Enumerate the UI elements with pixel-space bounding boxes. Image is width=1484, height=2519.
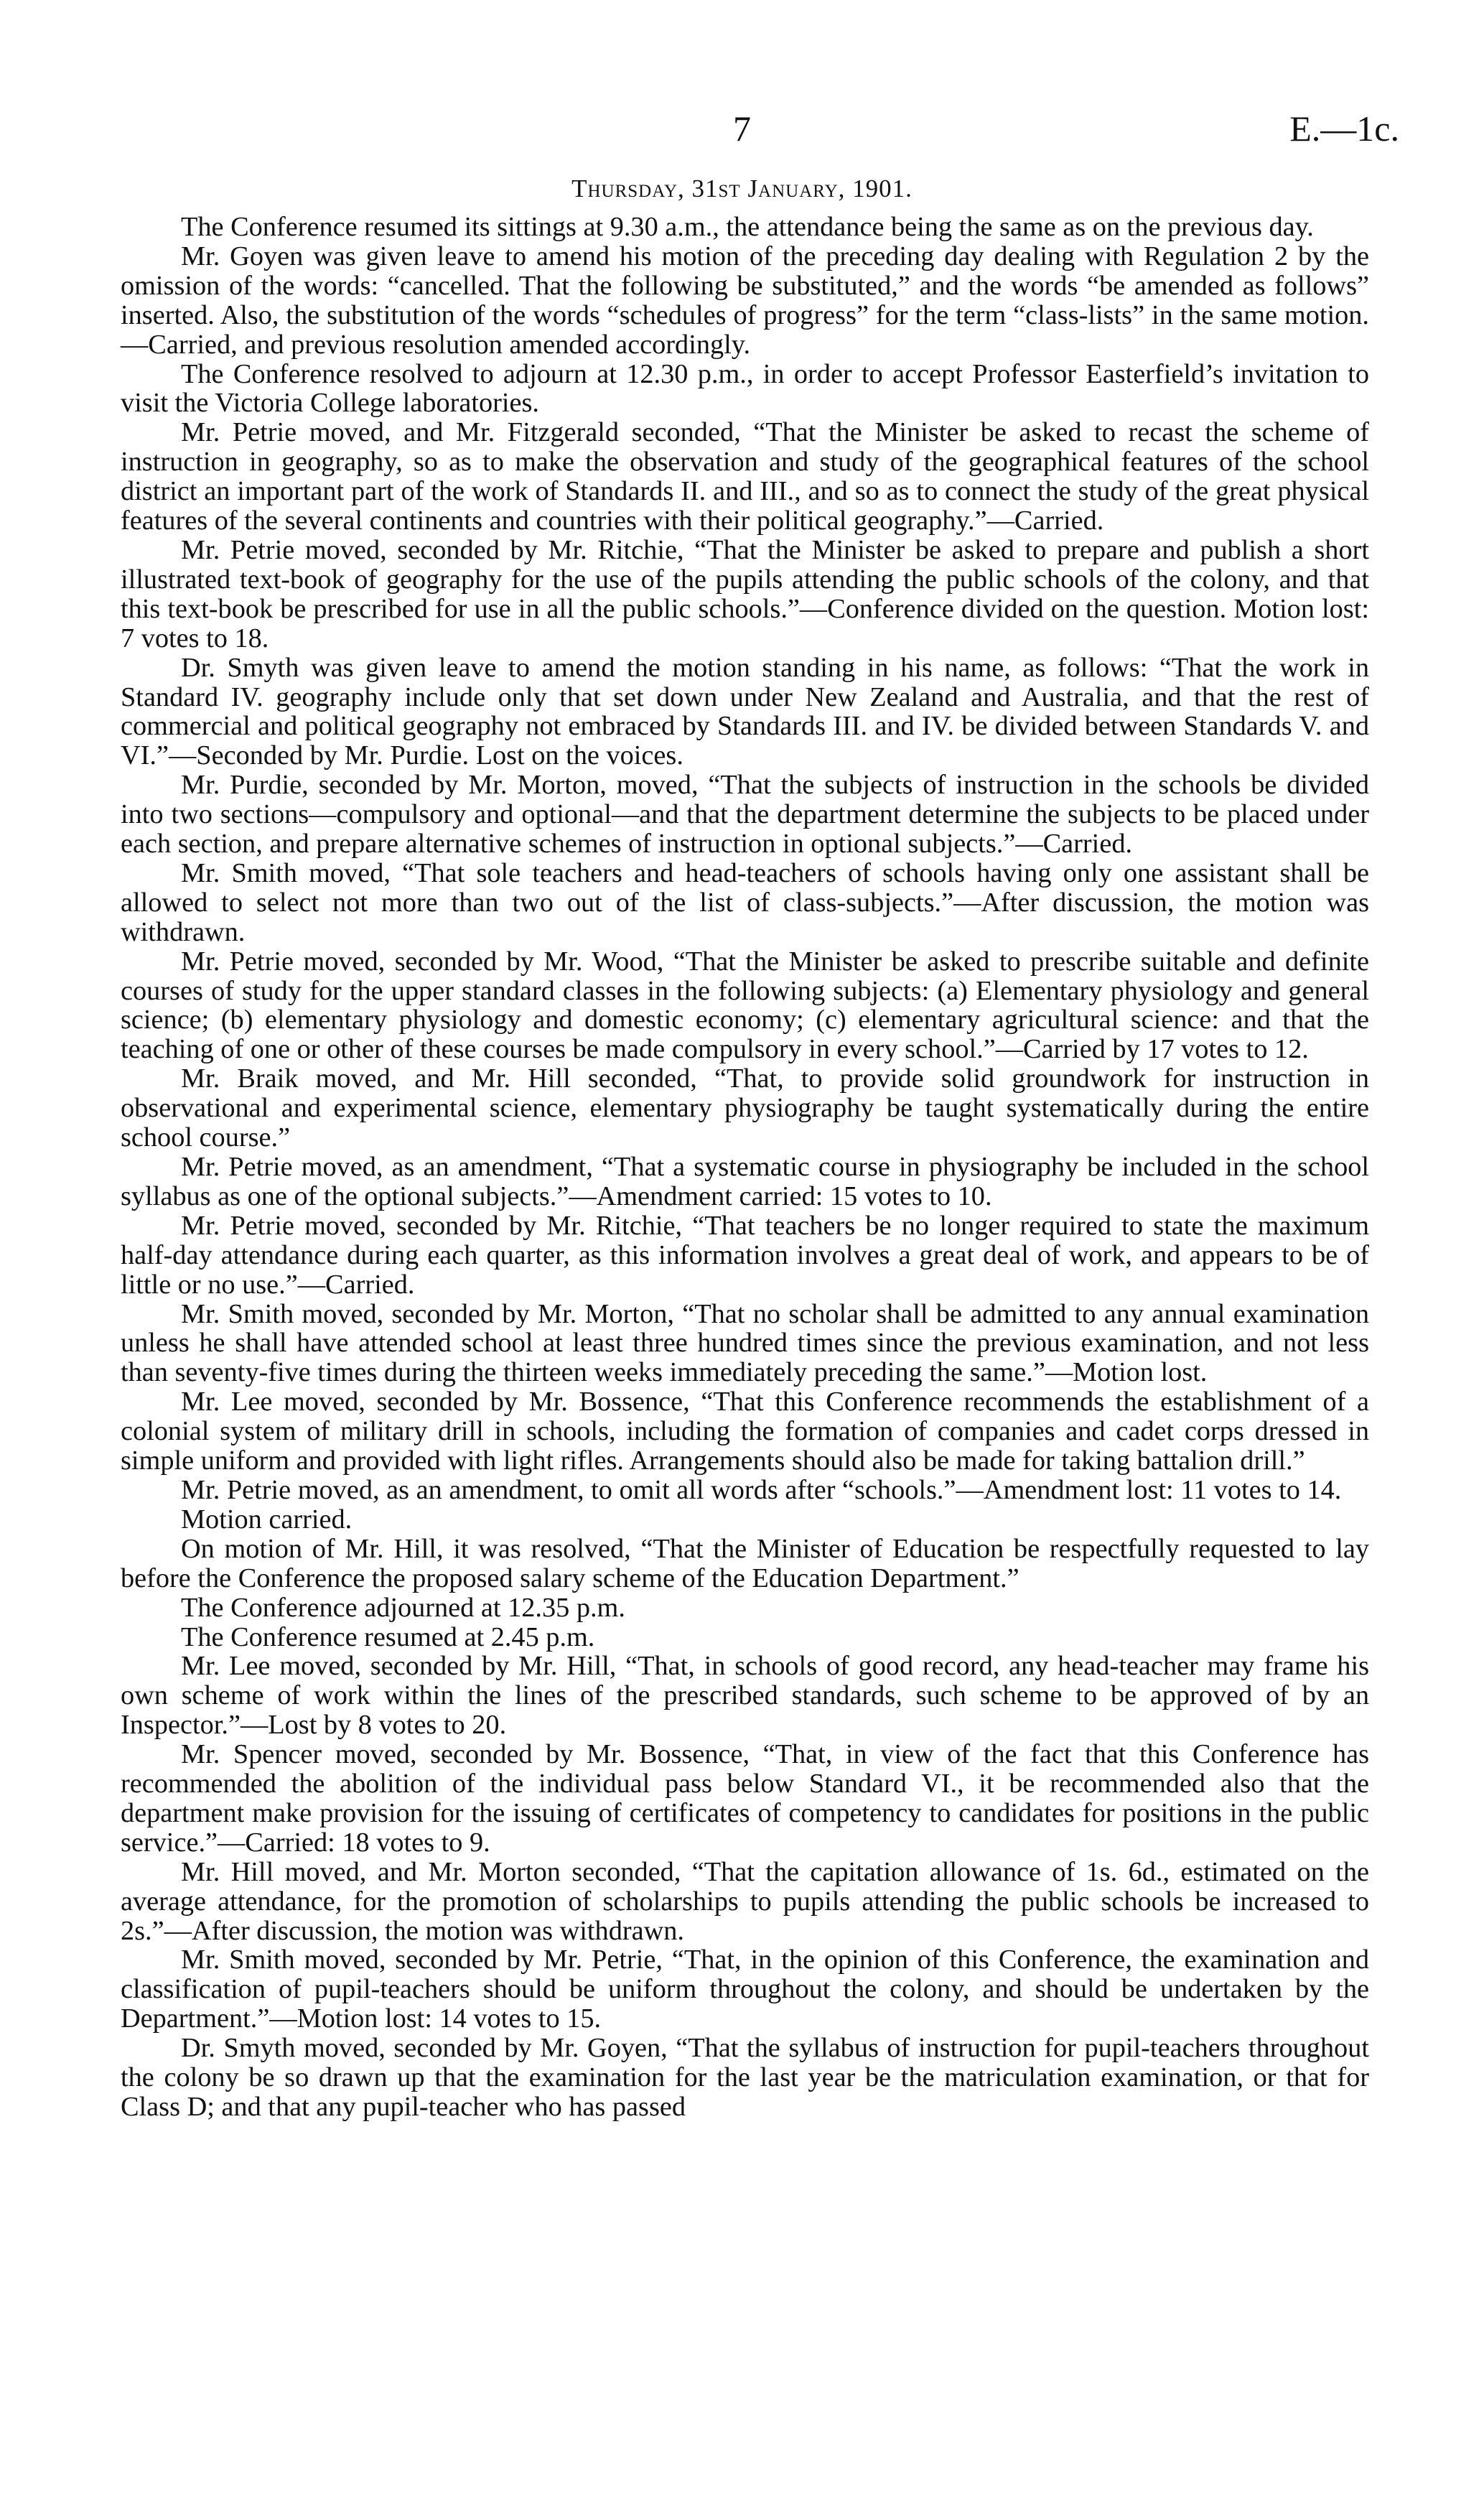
paragraph: The Conference adjourned at 12.35 p.m. (181, 1592, 625, 1623)
paragraph: Mr. Smith moved, seconded by Mr. Morton, “That no scholar shall be admitted to any annual examination unless he shall have attended school at least three hundred times since the previous examination, and not less than seventy-five times during the thirteen weeks immediately preceding the same.”—Motion lost. (121, 1298, 1369, 1388)
paragraph: Mr. Petrie moved, seconded by Mr. Wood, “That the Minister be asked to prescribe suitable and definite courses of study for the upper standard classes in the following subjects: (a) Elementary physiology and general science; (b) elementary physiology and domestic economy; (c) elementary agricultural science: and that the teaching of one or other of these courses be made compulsory in every school.”—Carried by 17 votes to 12. (121, 946, 1369, 1065)
paragraph: Mr. Petrie moved, seconded by Mr. Ritchie, “That the Minister be asked to prepare and publish a short illustrated text-book of geography for the use of the pupils attending the public schools of the colony, and that this text-book be prescribed for use in all the public schools.”—Conference divided on the question. Motion lost: 7 votes to 18. (121, 534, 1369, 653)
paragraph: Mr. Petrie moved, and Mr. Fitzgerald seconded, “That the Minister be asked to recast the scheme of instruction in geography, so as to make the observation and study of the geographical features of the school district an important part of the work of Standards II. and III., and so as to connect the study of the great physical features of the several continents and countries with their political geography.”—Carried. (121, 417, 1369, 536)
page-number: 7 (733, 108, 751, 149)
paragraph: On motion of Mr. Hill, it was resolved, “That the Minister of Education be respectfully requested to lay before the Conference the proposed salary scheme of the Education Department.” (121, 1533, 1369, 1593)
paragraph: Mr. Purdie, seconded by Mr. Morton, moved, “That the subjects of instruction in the schools be divided into two sections—compulsory and optional—and that the department determine the subjects to be placed under each section, and prepare alternative schemes of instruction in optional subjects.”—Carried. (121, 770, 1369, 860)
paragraph: The Conference resolved to adjourn at 12.30 p.m., in order to accept Professor Easterfield’s invitation to visit the Victoria College laboratories. (121, 358, 1369, 419)
paragraph: Dr. Smyth was given leave to amend the motion standing in his name, as follows: “That the work in Standard IV. geography include only that set down under New Zealand and Australia, and that the rest of commercial and political geography not embraced by Standards III. and IV. be divided between Standards V. and VI.”—Seconded by Mr. Purdie. Lost on the voices. (121, 652, 1369, 771)
paragraph: Motion carried. (181, 1504, 353, 1535)
paragraph: Mr. Smith moved, “That sole teachers and head-teachers of schools having only one assistant shall be allowed to select not more than two out of the list of class-subjects.”—After discussion, the motion was withdrawn. (121, 857, 1369, 947)
paragraph: Mr. Lee moved, seconded by Mr. Hill, “That, in schools of good record, any head-teacher may frame his own scheme of work within the lines of the prescribed standards, such scheme to be approved of by an Inspector.”—Lost by 8 votes to 20. (121, 1651, 1369, 1741)
paragraph: Mr. Petrie moved, as an amendment, “That a systematic course in physiography be included in the school syllabus as one of the optional subjects.”—Amendment carried: 15 votes to 10. (121, 1152, 1369, 1211)
paragraph: Mr. Goyen was given leave to amend his motion of the preceding day dealing with Regulation 2 by the omission of the words: “cancelled. That the following be substituted,” and the words “be amended as follows” inserted. Also, the substitution of the words “schedules of progress” for the term “class-lists” in the same motion.—Carried, and previous resolution amended accordingly. (121, 241, 1369, 360)
paragraph: Mr. Smith moved, seconded by Mr. Petrie, “That, in the opinion of this Conference, the examination and classification of pupil-teachers should be uniform throughout the colony, and should be undertaken by the Department.”—Motion lost: 14 votes to 15. (121, 1945, 1369, 2034)
paragraph: Mr. Petrie moved, seconded by Mr. Ritchie, “That teachers be no longer required to state the maximum half-day attendance during each quarter, as this information involves a great deal of work, and appears to be of little or no use.”—Carried. (121, 1210, 1369, 1300)
document-reference: E.—1c. (1289, 108, 1399, 149)
paragraph: Mr. Spencer moved, seconded by Mr. Bossence, “That, in view of the fact that this Conference has recommended the abolition of the individual pass below Standard VI., it be recommended also that the department make provision for the issuing of certificates of competency to candidates for positions in the public service.”—Carried: 18 votes to 9. (121, 1739, 1369, 1858)
minutes-body (121, 213, 1369, 2122)
paragraph: Mr. Lee moved, seconded by Mr. Bossence, “That this Conference recommends the establishment of a colonial system of military drill in schools, including the formation of companies and cadet corps dressed in simple uniform and provided with light rifles. Arrangements should also be made for taking battalion drill.” (121, 1387, 1369, 1476)
paragraph: Mr. Hill moved, and Mr. Morton seconded, “That the capitation allowance of 1s. 6d., estimated on the average attendance, for the promotion of scholarships to pupils attending the public schools be increased to 2s.”—After discussion, the motion was withdrawn. (121, 1856, 1369, 1946)
date-heading (0, 174, 1484, 203)
paragraph: Mr. Petrie moved, as an amendment, to omit all words after “schools.”—Amendment lost: 11 votes to 14. (181, 1474, 1342, 1505)
paragraph: The Conference resumed its sittings at 9.30 a.m., the attendance being the same as on the previous day. (181, 212, 1314, 242)
date-heading-text: Thursday, 31st January, 1901. (571, 174, 913, 202)
paragraph: Dr. Smyth moved, seconded by Mr. Goyen, “That the syllabus of instruction for pupil-teachers throughout the colony be so drawn up that the examination for the last year be the matriculation examination, or that for Class D; and that any pupil-teacher who has passed (121, 2033, 1369, 2122)
paragraph: The Conference resumed at 2.45 p.m. (181, 1621, 595, 1652)
paragraph: Mr. Braik moved, and Mr. Hill seconded, “That, to provide solid groundwork for instruction in observational and experimental science, elementary physiography be taught systematically during the entire school course.” (121, 1063, 1369, 1153)
